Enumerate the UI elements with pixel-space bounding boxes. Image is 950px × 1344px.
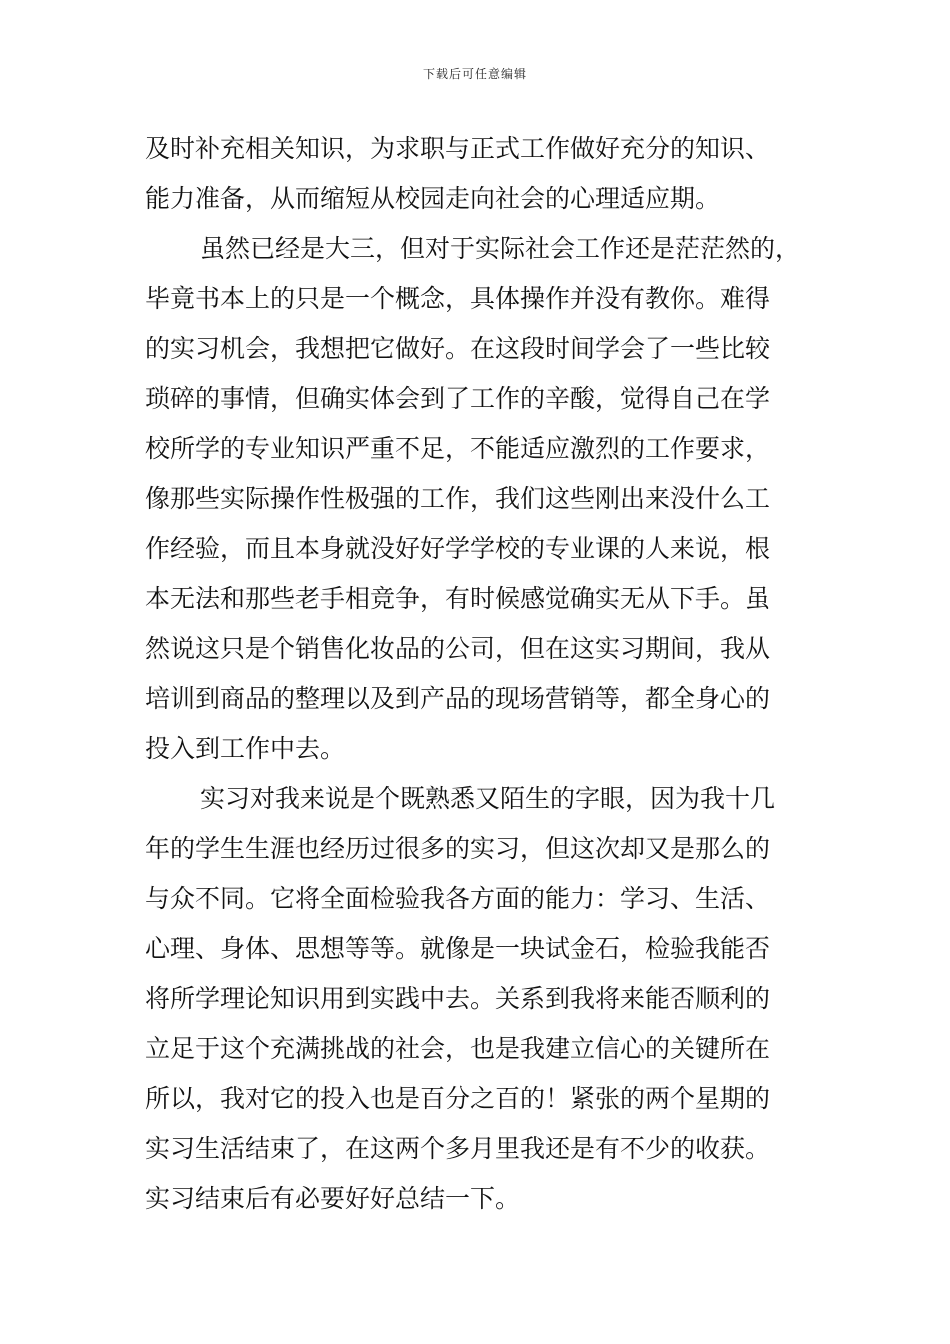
text-line: 的实习机会，我想把它做好。在这段时间学会了一些比较: [145, 334, 771, 363]
text-line: 所以，我对它的投入也是百分之百的！紧张的两个星期的: [145, 1084, 771, 1113]
text-line: 实习生活结束了，在这两个多月里我还是有不少的收获。: [145, 1134, 771, 1163]
text-line: 及时补充相关知识，为求职与正式工作做好充分的知识、: [145, 134, 771, 163]
text-line: 心理、身体、思想等等。就像是一块试金石，检验我能否: [145, 934, 771, 963]
text-line: 作经验，而且本身就没好好学学校的专业课的人来说，根: [145, 534, 771, 563]
text-line: 实习结束后有必要好好总结一下。: [145, 1184, 521, 1213]
paragraph-start-line: 虽然已经是大三，但对于实际社会工作还是茫茫然的，: [200, 234, 801, 263]
text-line: 年的学生生涯也经历过很多的实习，但这次却又是那么的: [145, 834, 771, 863]
text-line: 本无法和那些老手相竞争，有时候感觉确实无从下手。虽: [145, 584, 771, 613]
document-body: [145, 124, 835, 1224]
text-line: 像那些实际操作性极强的工作，我们这些刚出来没什么工: [145, 484, 771, 513]
text-line: 培训到商品的整理以及到产品的现场营销等，都全身心的: [145, 684, 771, 713]
text-line: 琐碎的事情，但确实体会到了工作的辛酸，觉得自己在学: [145, 384, 771, 413]
text-line: 将所学理论知识用到实践中去。关系到我将来能否顺利的: [145, 984, 771, 1013]
text-line: 然说这只是个销售化妆品的公司，但在这实习期间，我从: [145, 634, 771, 663]
text-line: 投入到工作中去。: [145, 734, 346, 763]
paragraph-start-line: 实习对我来说是个既熟悉又陌生的字眼，因为我十几: [200, 784, 776, 813]
text-line: 立足于这个充满挑战的社会，也是我建立信心的关键所在: [145, 1034, 771, 1063]
text-line: 毕竟书本上的只是一个概念，具体操作并没有教你。难得: [145, 284, 771, 313]
text-line: 校所学的专业知识严重不足，不能适应激烈的工作要求，: [145, 434, 771, 463]
text-line: 能力准备，从而缩短从校园走向社会的心理适应期。: [145, 184, 721, 213]
text-line: 与众不同。它将全面检验我各方面的能力：学习、生活、: [145, 884, 771, 913]
page-header: 下载后可任意编辑: [422, 67, 527, 81]
